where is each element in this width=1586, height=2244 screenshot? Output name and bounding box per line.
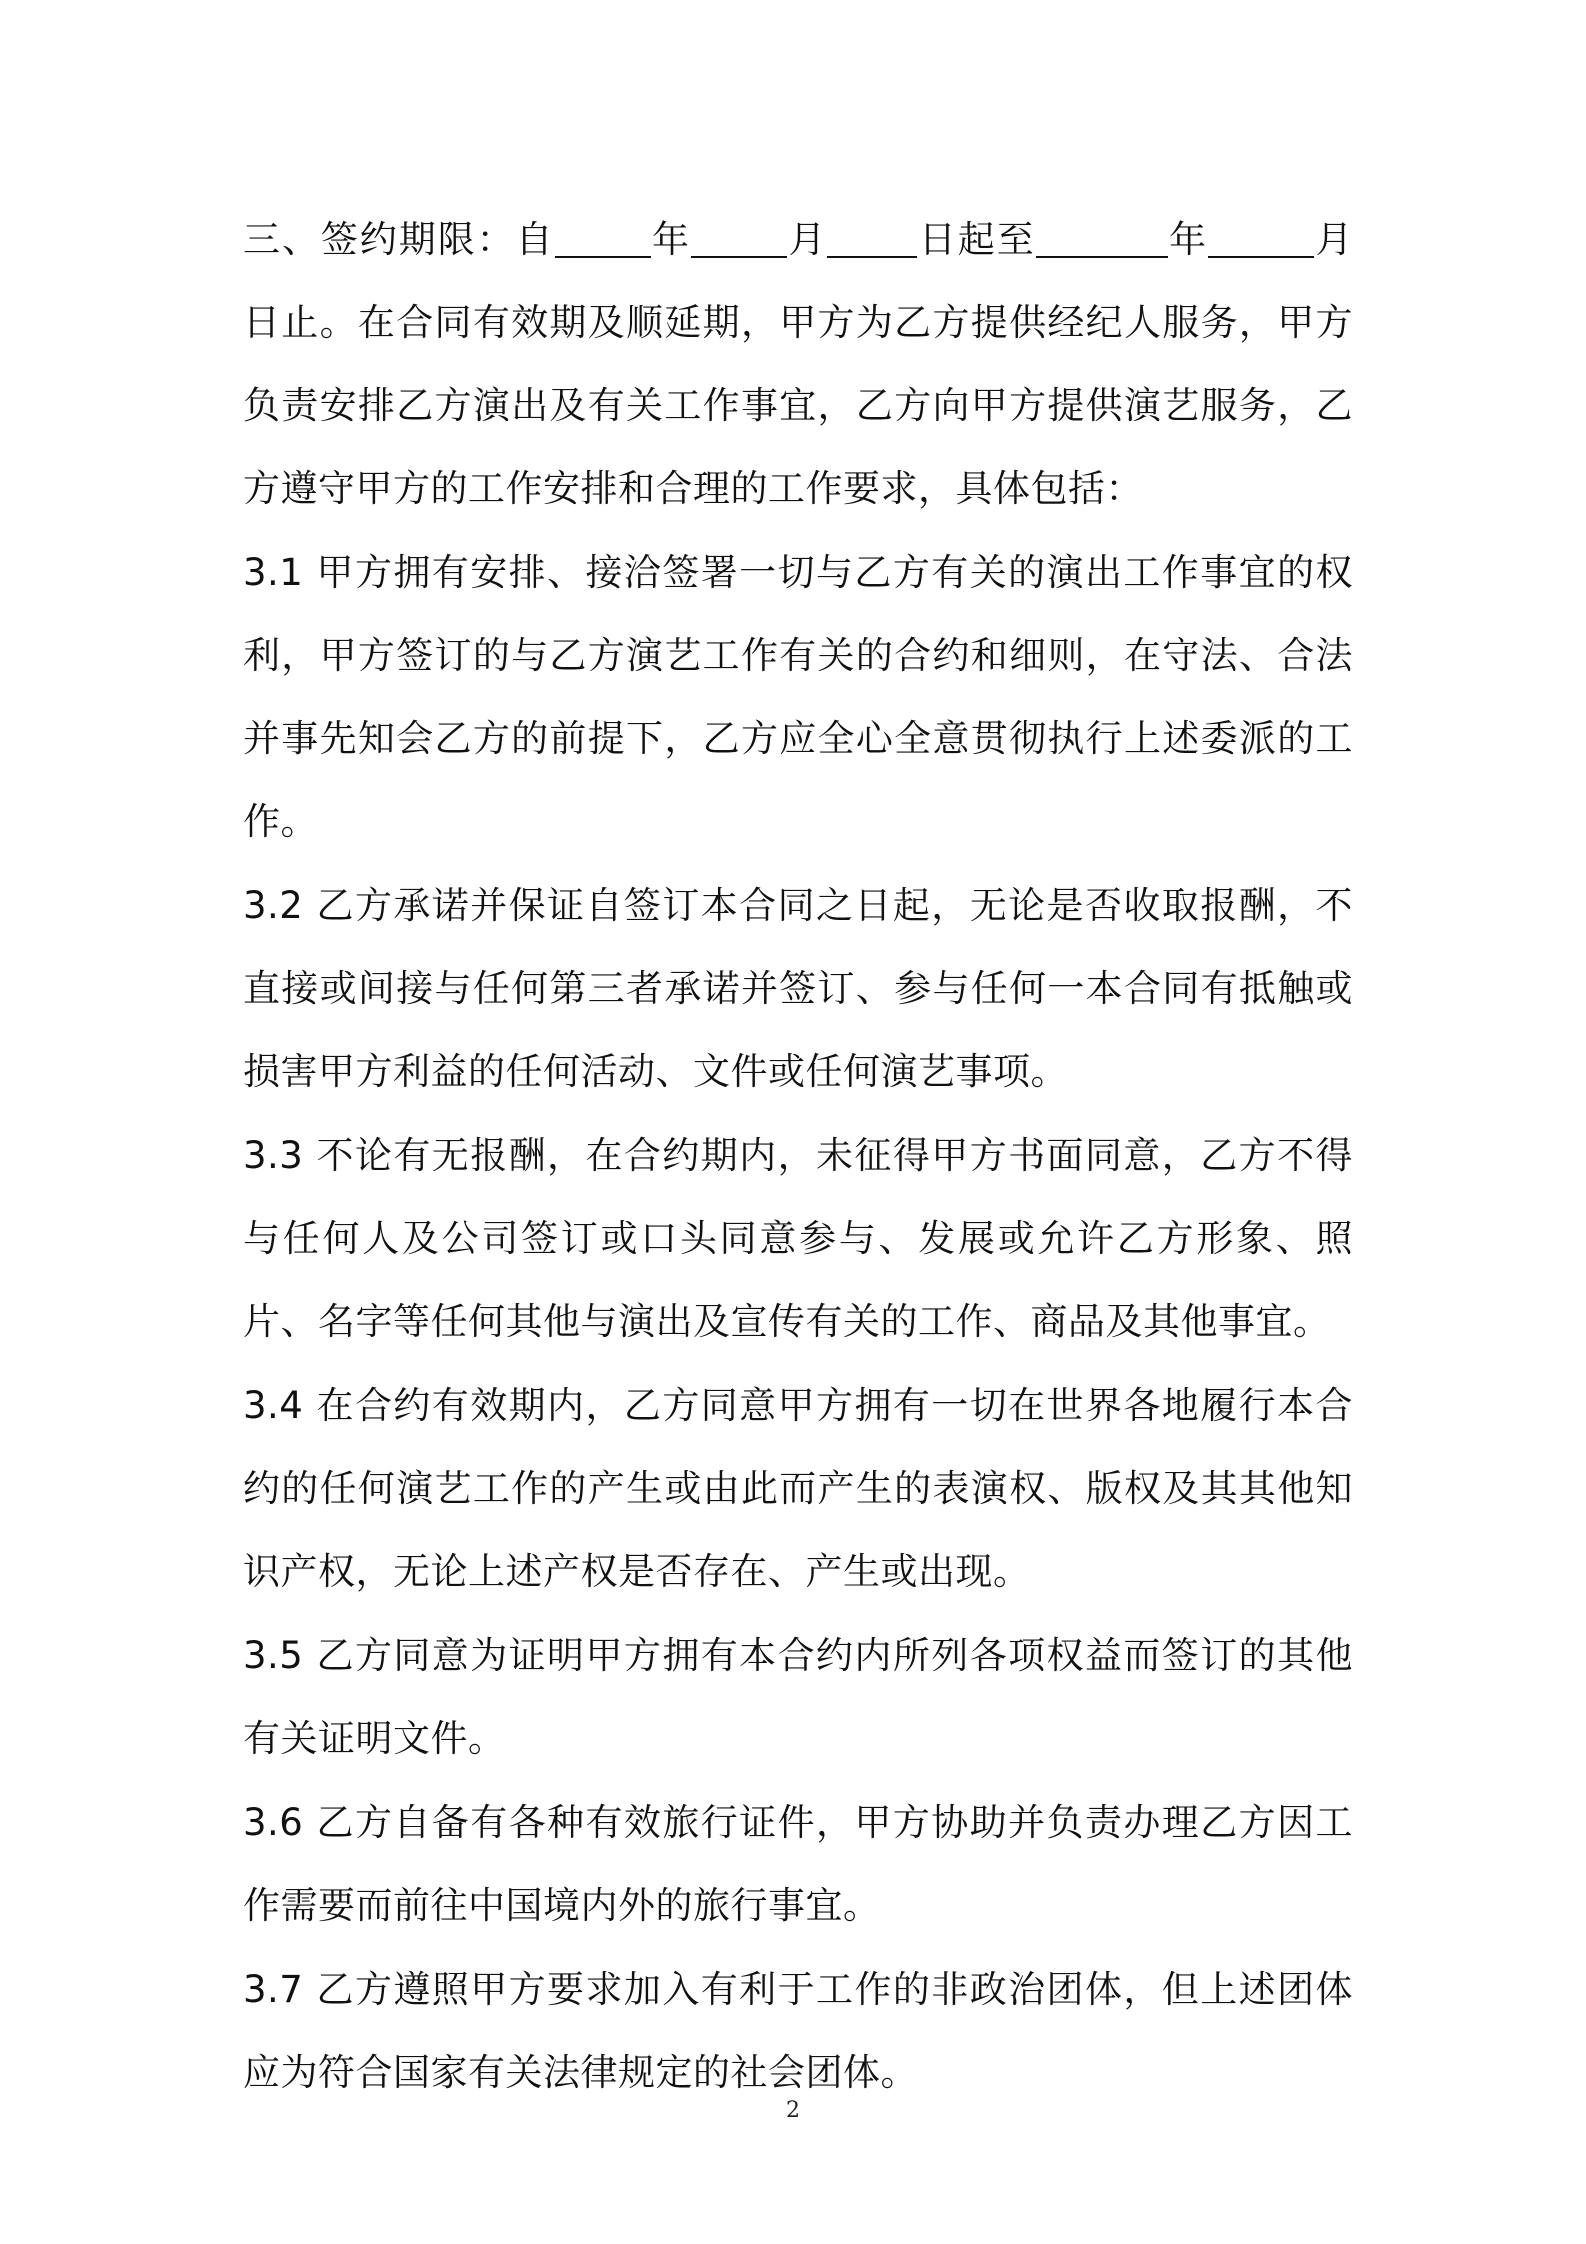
term-month-label: 月 — [787, 218, 828, 261]
clause-3-3: 3.3 不论有无报酬，在合约期内，未征得甲方书面同意，乙方不得与任何人及公司签订或口头同意参与、发展或允许乙方形象、照片、名字等任何其他与演出及宣传有关的工作、商品及其他事宜。 — [243, 1134, 1353, 1343]
signing-term-clause — [243, 198, 1353, 530]
clause-3-4: 3.4 在合约有效期内，乙方同意甲方拥有一切在世界各地履行本合约的任何演艺工作的产生或由此而产生的表演权、版权及其其他知识产权，无论上述产权是否存在、产生或出现。 — [243, 1384, 1353, 1593]
start-day-blank — [827, 216, 917, 258]
clause-3-2: 3.2 乙方承诺并保证自签订本合同之日起，无论是否收取报酬，不直接或间接与任何第三者承诺并签订、参与任何一本合同有抵触或损害甲方利益的任何活动、文件或任何演艺事项。 — [243, 884, 1353, 1093]
term-end-month-label: 月 — [1314, 218, 1354, 261]
clause-3-5: 3.5 乙方同意为证明甲方拥有本合约内所列各项权益而签订的其他有关证明文件。 — [243, 1634, 1353, 1760]
contract-body — [243, 198, 1353, 2115]
term-prefix: 三、签约期限：自 — [243, 218, 555, 261]
end-year-blank — [1036, 216, 1168, 258]
end-month-blank — [1208, 216, 1314, 258]
term-clause-body: 日止。在合同有效期及顺延期，甲方为乙方提供经纪人服务，甲方负责安排乙方演出及有关工作事宜，乙方向甲方提供演艺服务，乙方遵守甲方的工作安排和合理的工作要求，具体包括： — [243, 301, 1353, 510]
clause-3-1: 3.1 甲方拥有安排、接洽签署一切与乙方有关的演出工作事宜的权利，甲方签订的与乙方演艺工作有关的合约和细则，在守法、合法并事先知会乙方的前提下，乙方应全心全意贯彻执行上述委派的工作。 — [243, 551, 1353, 843]
start-month-blank — [691, 216, 787, 258]
page-number: 2 — [786, 2098, 800, 2123]
term-day-until-label: 日起至 — [917, 218, 1036, 261]
start-year-blank — [555, 216, 651, 258]
term-year-label: 年 — [650, 218, 691, 261]
clause-3-7: 3.7 乙方遵照甲方要求加入有利于工作的非政治团体，但上述团体应为符合国家有关法律规定的社会团体。 — [243, 1968, 1353, 2094]
clause-3-6: 3.6 乙方自备有各种有效旅行证件，甲方协助并负责办理乙方因工作需要而前往中国境内外的旅行事宜。 — [243, 1801, 1353, 1927]
term-end-year-label: 年 — [1167, 218, 1209, 261]
